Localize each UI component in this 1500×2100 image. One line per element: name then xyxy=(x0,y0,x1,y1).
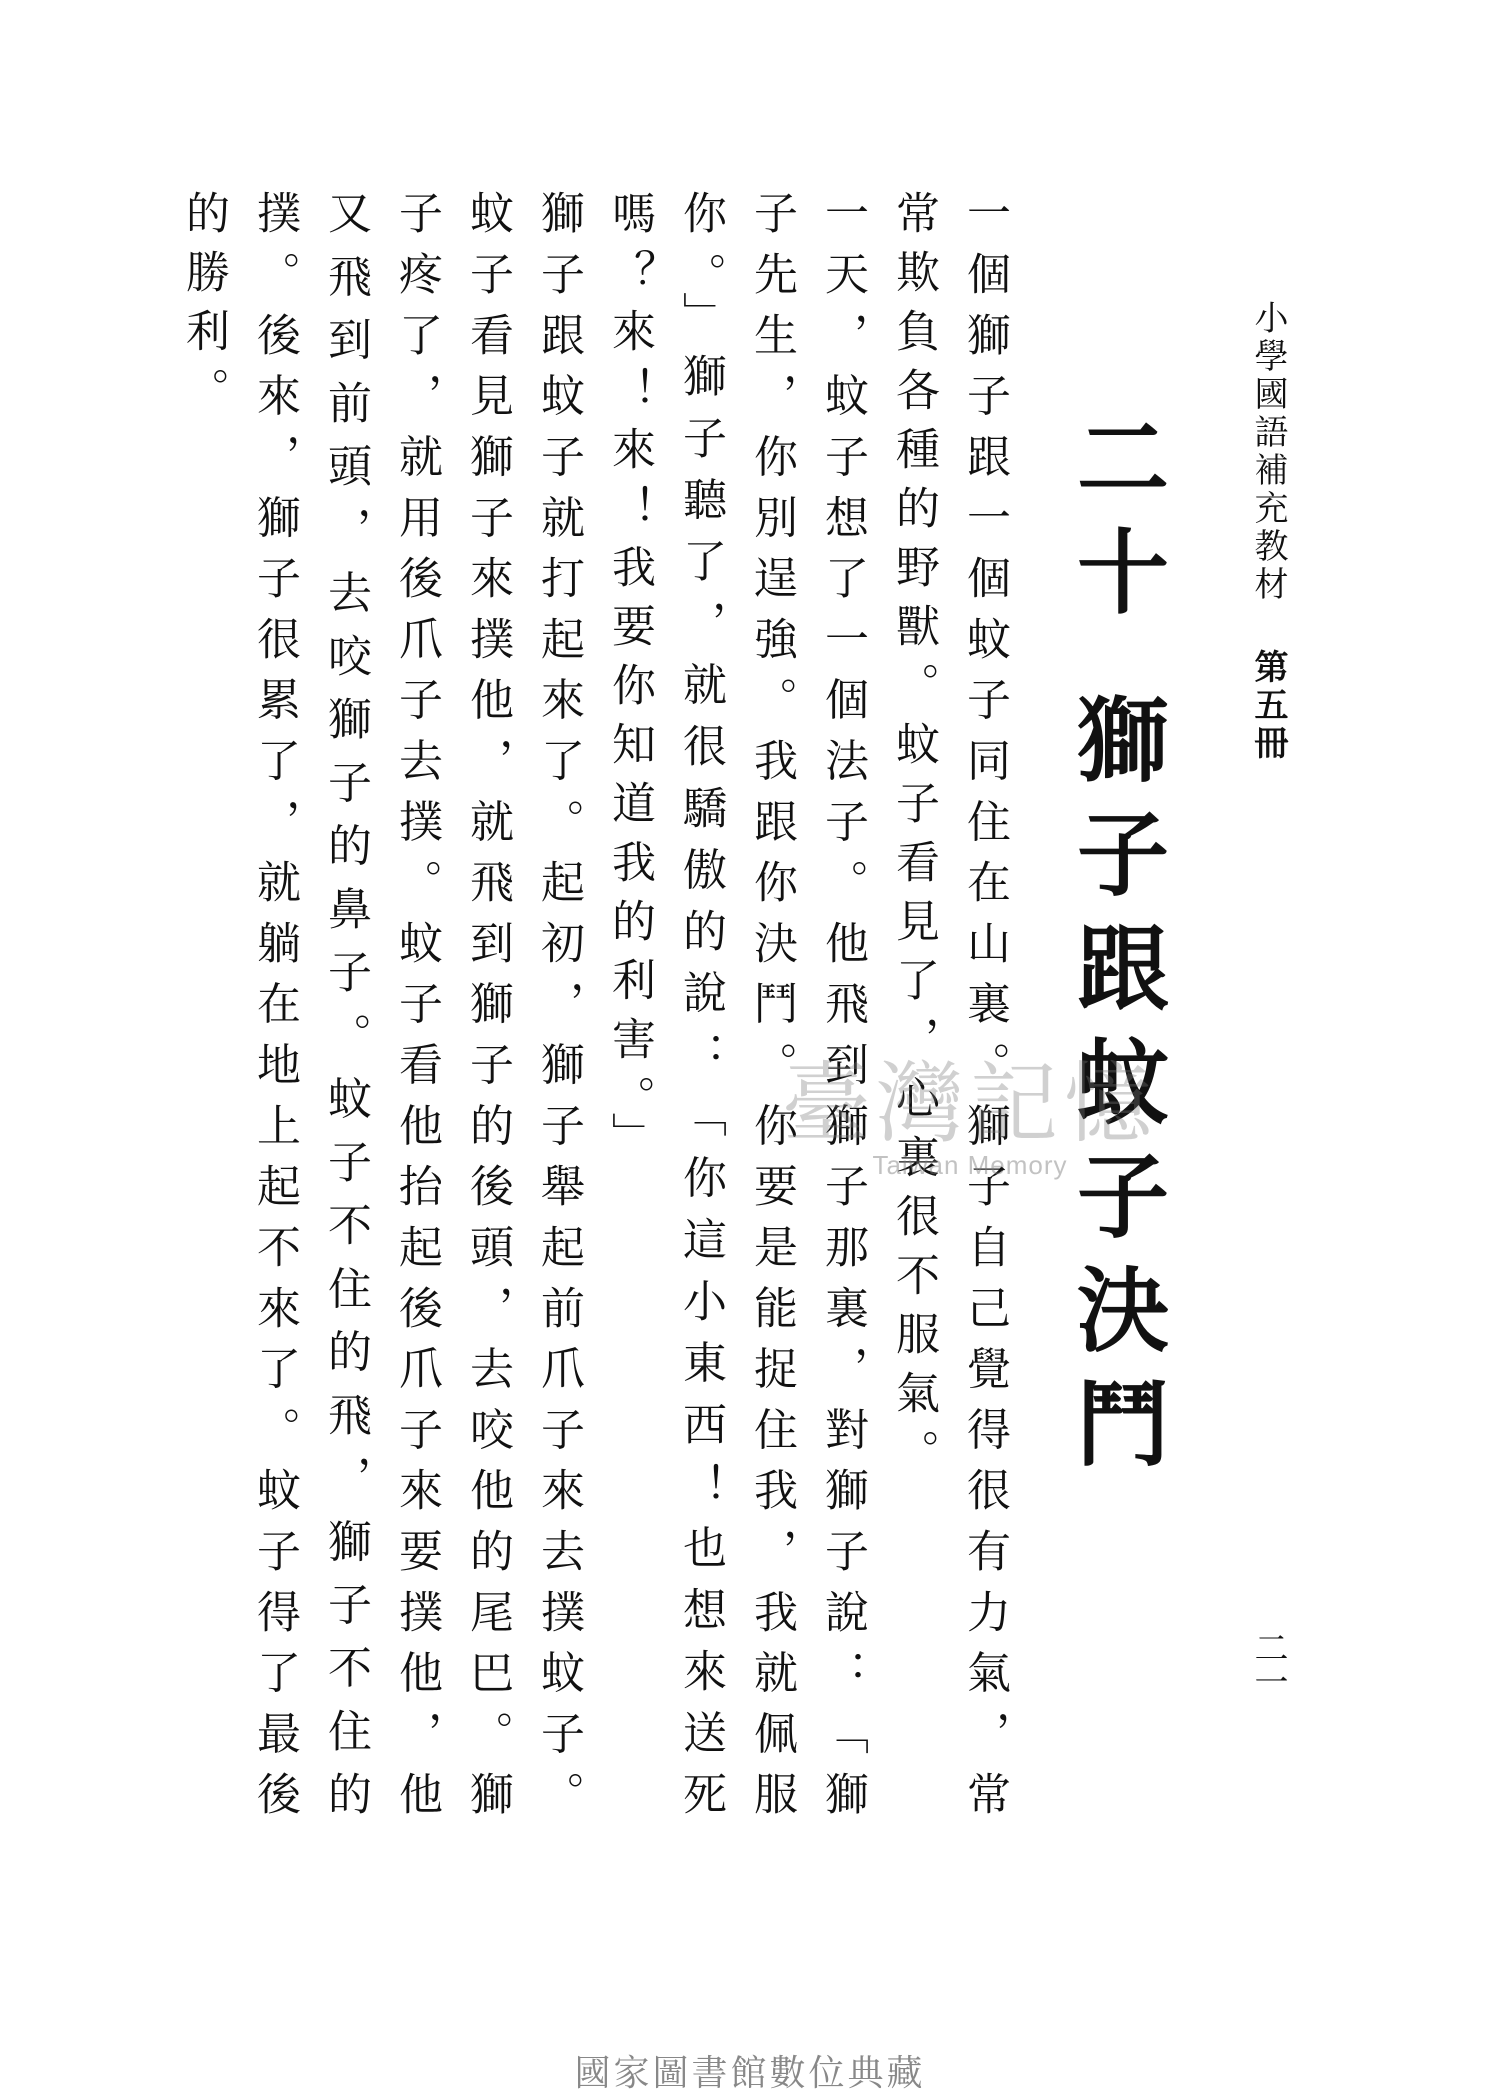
volume-label: 第五冊 xyxy=(1248,648,1288,763)
paragraph: 一天，蚊子想了一個法子。他飛到獅子那裏，對獅子說：「獅子先生，你別逞強。我跟你決鬥。你要是能捉住我，我就佩服你。」獅子聽了，就很驕傲的說：「你這小東西！也想來送死嗎？來！來！我要你知道我的利害。」 xyxy=(604,190,868,1830)
lesson-body xyxy=(178,190,1020,1830)
lesson-title: 二十 獅子跟蚊子決鬥 xyxy=(1062,410,1170,1491)
paragraph: 一個獅子跟一個蚊子同住在山裏。獅子自己覺得很有力氣，常常欺負各種的野獸。蚊子看見了，心裏很不服氣。 xyxy=(888,190,1010,1830)
book-title: 小學國語補充教材 xyxy=(1248,300,1288,604)
page-number: 二一 xyxy=(1248,1630,1288,1698)
footer-credit: 國家圖書館數位典藏 xyxy=(574,2053,926,2094)
watermark-english: Taiwan Memory xyxy=(872,1150,1068,1180)
paragraph: 獅子跟蚊子就打起來了。起初，獅子舉起前爪子來去撲蚊子。蚊子看見獅子來撲他，就飛到獅子的後頭，去咬他的尾巴。獅子疼了，就用後爪子去撲。蚊子看他抬起後爪子來要撲他，他又飛到前頭，去咬獅子的鼻子。蚊子不住的飛，獅子不住的撲。後來，獅子很累了，就躺在地上起不來了。蚊子得了最後的勝利。 xyxy=(178,190,584,1830)
watermark-chinese: 臺灣記憶 xyxy=(781,1052,1158,1155)
running-header xyxy=(1248,300,1288,763)
